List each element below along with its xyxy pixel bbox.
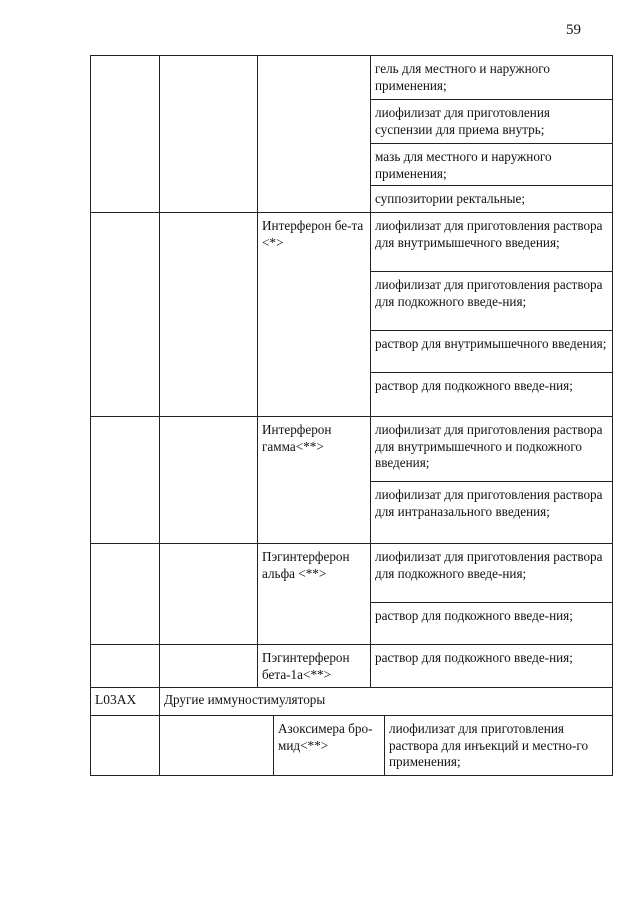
- group-cell-empty: [160, 213, 258, 417]
- atc-code-cell: L03AX: [91, 688, 160, 716]
- dosage-form-cell: лиофилизат для приготовления суспензии для приема внутрь;: [371, 100, 613, 144]
- group-cell-empty: [160, 417, 258, 544]
- drug-name-peginterferon-beta: Пэгинтерферон бета-1а<**>: [258, 645, 371, 688]
- dosage-form-cell: раствор для подкожного введе-ния;: [371, 645, 613, 688]
- drug-name-peginterferon-alfa: Пэгинтерферон альфа <**>: [258, 544, 371, 645]
- code-cell-empty: [91, 56, 160, 213]
- table-row: [91, 645, 613, 688]
- group-cell-empty: [160, 56, 258, 213]
- dosage-form-cell: лиофилизат для приготовления раствора для подкожного введе-ния;: [371, 272, 613, 331]
- dosage-form-cell: раствор для подкожного введе-ния;: [371, 603, 613, 645]
- dosage-form-cell: лиофилизат для приготовления раствора для внутримышечного и подкожного введения;: [371, 417, 613, 482]
- code-cell-empty: [91, 213, 160, 417]
- dosage-form-cell: лиофилизат для приготовления раствора для подкожного введе-ния;: [371, 544, 613, 603]
- dosage-form-cell: суппозитории ректальные;: [371, 186, 613, 213]
- table-row: [91, 544, 613, 603]
- drug-name-interferon-gamma: Интерферон гамма<**>: [258, 417, 371, 544]
- dosage-form-cell: мазь для местного и наружного применения;: [371, 144, 613, 186]
- dosage-form-cell: лиофилизат для приготовления раствора для внутримышечного введения;: [371, 213, 613, 272]
- atc-group-description: Другие иммуностимуляторы: [160, 688, 613, 716]
- code-cell-empty: [91, 544, 160, 645]
- table-row: [91, 417, 613, 482]
- group-cell-empty: [160, 716, 274, 776]
- code-cell-empty: [91, 417, 160, 544]
- dosage-form-cell: гель для местного и наружного применения;: [371, 56, 613, 100]
- dosage-form-cell: лиофилизат для приготовления раствора для интраназального введения;: [371, 482, 613, 544]
- drug-forms-table: [90, 55, 613, 776]
- code-cell-empty: [91, 645, 160, 688]
- code-cell-empty: [91, 716, 160, 776]
- table-row: [91, 56, 613, 100]
- dosage-form-cell: раствор для подкожного введе-ния;: [371, 373, 613, 417]
- table-row: [91, 688, 613, 716]
- dosage-form-cell: лиофилизат для приготовления раствора для инъекций и местно-го применения;: [385, 716, 613, 776]
- group-cell-empty: [160, 645, 258, 688]
- page-number: 59: [566, 22, 581, 38]
- table-row: [91, 213, 613, 272]
- drug-name-cell-empty: [258, 56, 371, 213]
- drug-name-azoximer-bromide: Азоксимера бро-мид<**>: [274, 716, 385, 776]
- table-row: [91, 716, 613, 776]
- dosage-form-cell: раствор для внутримышечного введения;: [371, 331, 613, 373]
- group-cell-empty: [160, 544, 258, 645]
- drug-name-interferon-beta: Интерферон бе-та <*>: [258, 213, 371, 417]
